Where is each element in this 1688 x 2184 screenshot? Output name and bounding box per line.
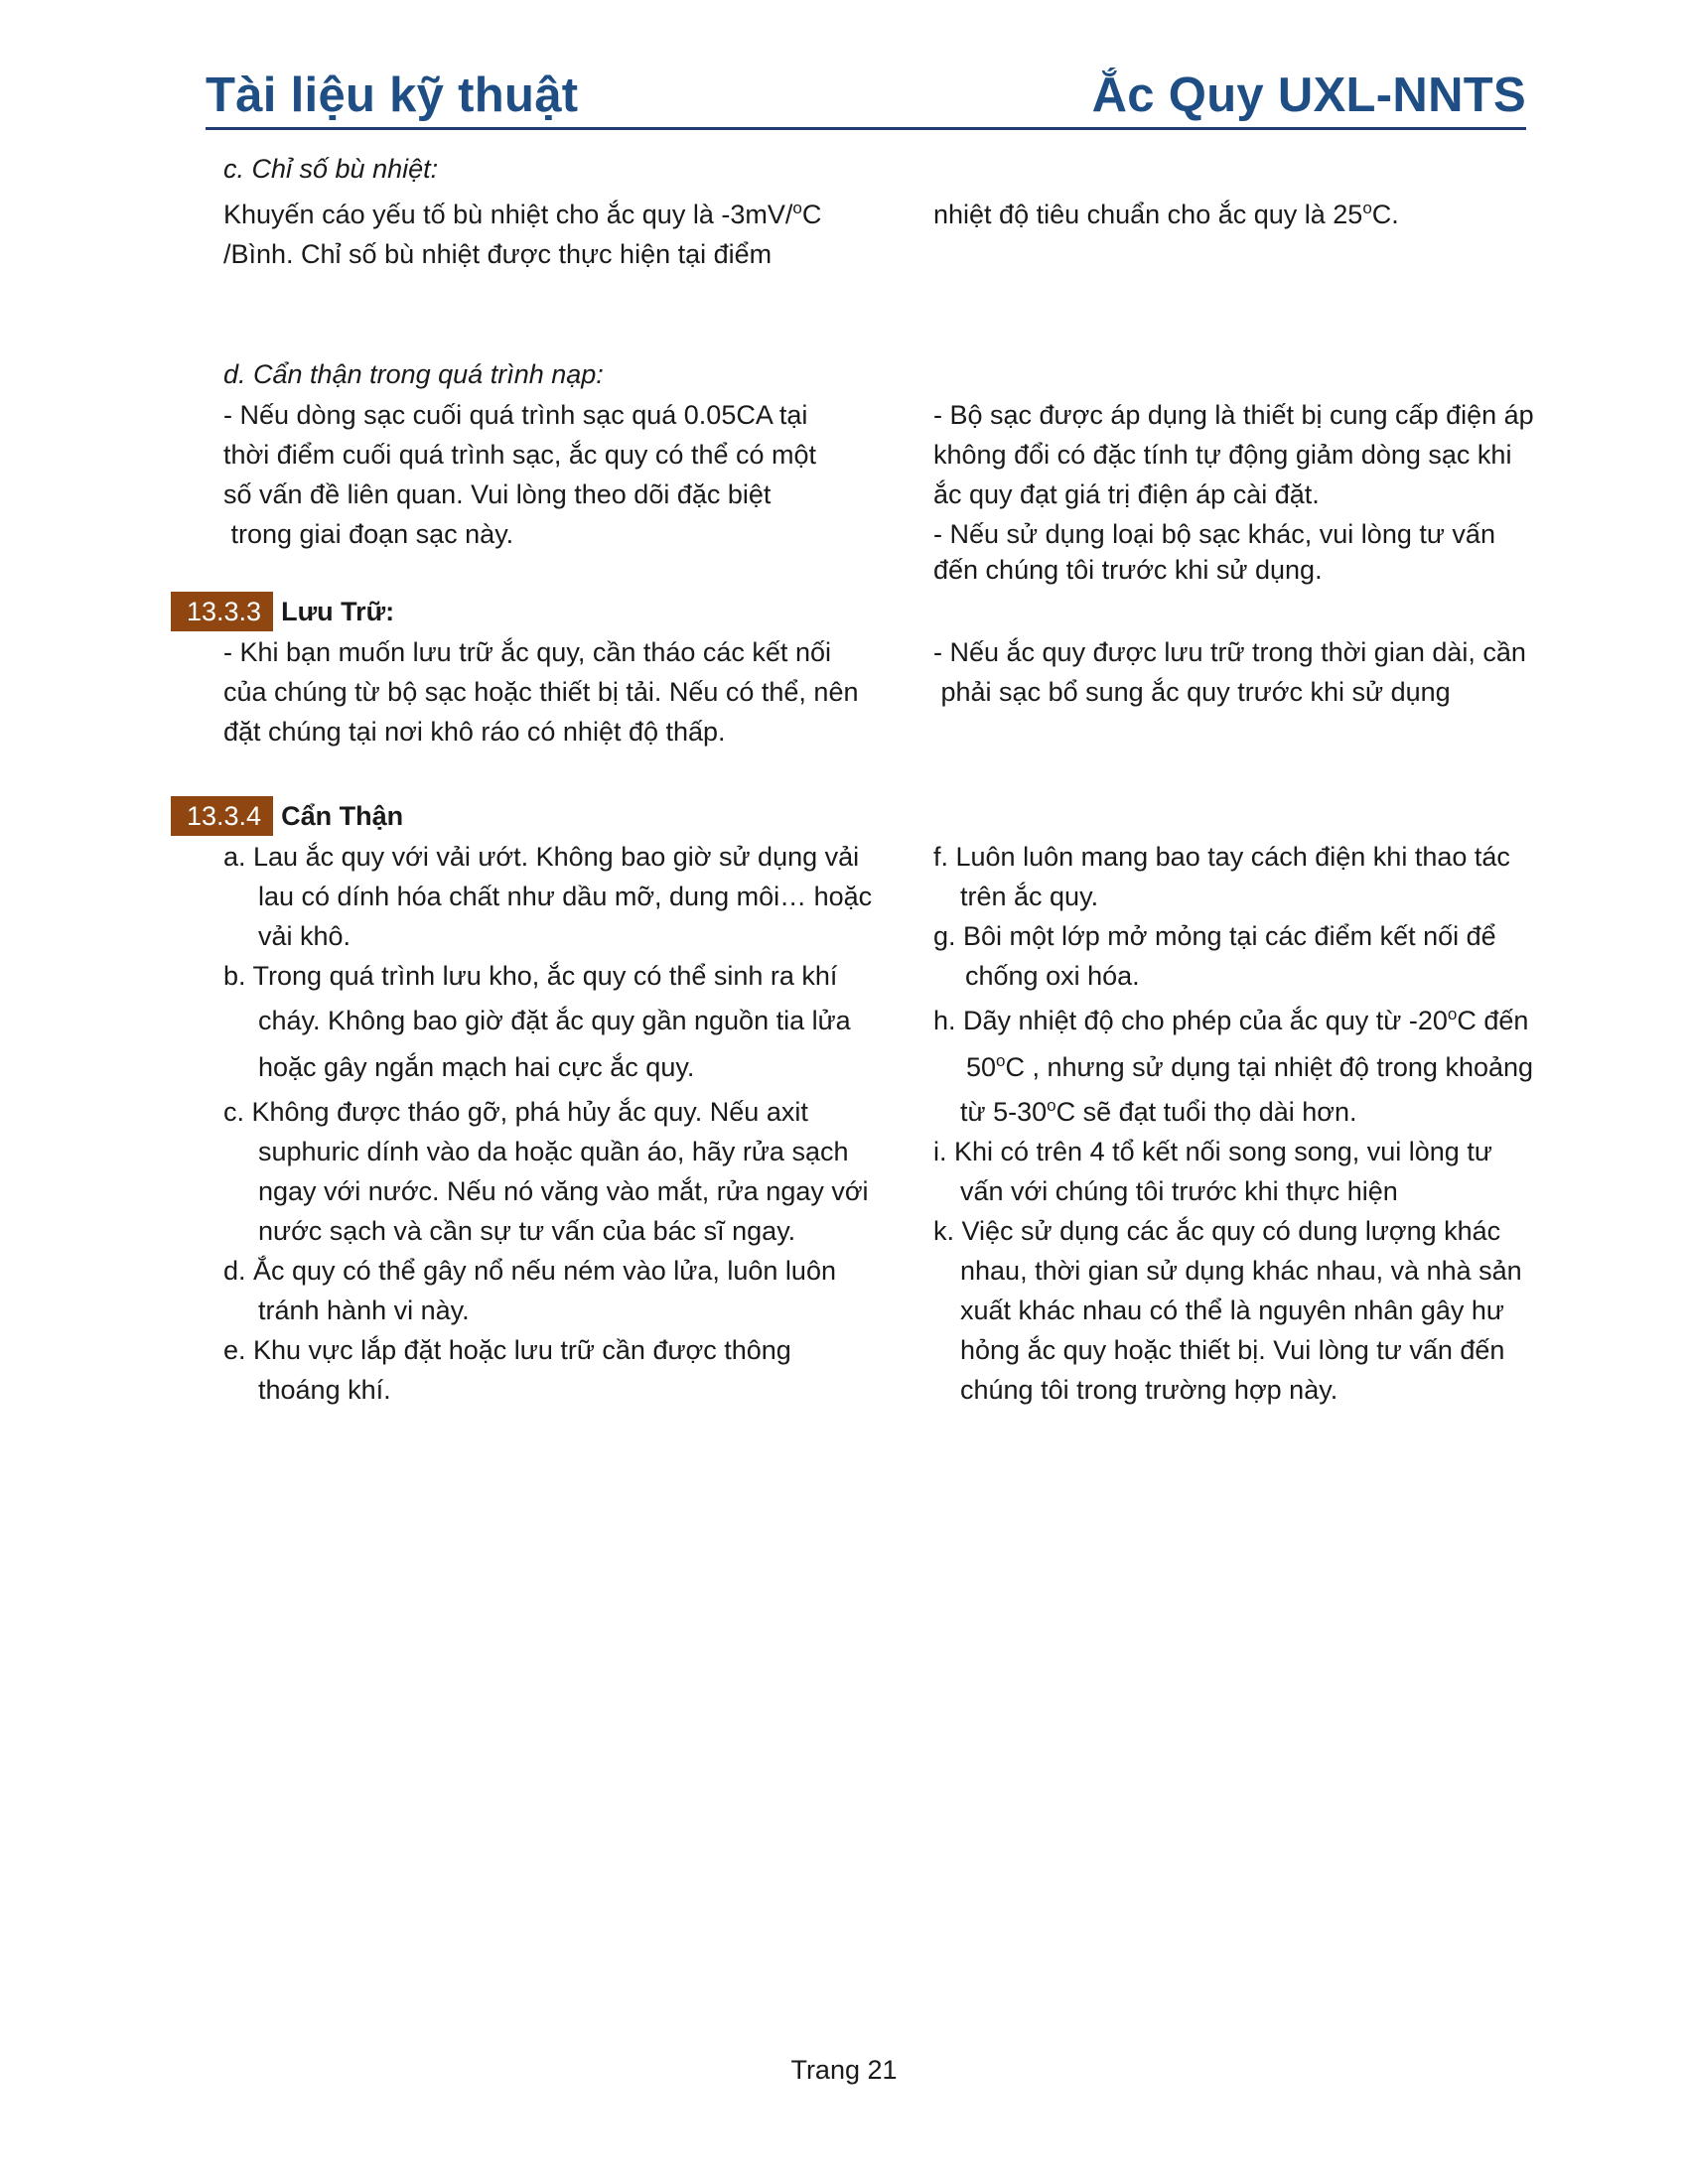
caution-item: g. Bôi một lớp mở mỏng tại các điểm kết nối để xyxy=(933,921,1496,951)
header-title-right: Ắc Quy UXL-NNTS xyxy=(1091,68,1526,122)
section-13-3-3-left-line: của chúng từ bộ sạc hoặc thiết bị tải. Nếu có thể, nên xyxy=(223,677,859,707)
caution-item-cont: trên ắc quy. xyxy=(960,882,1099,911)
caution-item-cont: hỏng ắc quy hoặc thiết bị. Vui lòng tư vấn đến xyxy=(960,1335,1505,1365)
section-c-line-1: Khuyến cáo yếu tố bù nhiệt cho ắc quy là -3mV/$^o$C xyxy=(223,199,822,229)
caution-item: i. Khi có trên 4 tổ kết nối song song, vui lòng tư xyxy=(933,1137,1492,1166)
section-13-3-3-left-line: đặt chúng tại nơi khô ráo có nhiệt độ thấp. xyxy=(223,717,726,747)
section-d-left-line: số vấn đề liên quan. Vui lòng theo dõi đặc biệt xyxy=(223,479,772,509)
section-d-right-line: ắc quy đạt giá trị điện áp cài đặt. xyxy=(933,479,1320,509)
section-d-left-line: thời điểm cuối quá trình sạc, ắc quy có thể có một xyxy=(223,440,817,470)
caution-item-cont: vấn với chúng tôi trước khi thực hiện xyxy=(960,1176,1398,1206)
caution-item: k. Việc sử dụng các ắc quy có dung lượng khác xyxy=(933,1216,1501,1246)
section-d-left-line: - Nếu dòng sạc cuối quá trình sạc quá 0.05CA tại xyxy=(223,400,808,430)
section-number-badge: 13.3.3 xyxy=(171,592,273,631)
caution-item-cont: ngay với nước. Nếu nó văng vào mắt, rửa ngay với xyxy=(258,1176,869,1206)
caution-item-cont: vải khô. xyxy=(258,921,352,951)
section-c-right-line-1: nhiệt độ tiêu chuẩn cho ắc quy là 25$^o$C. xyxy=(933,199,1399,229)
caution-item-cont: nhau, thời gian sử dụng khác nhau, và nhà sản xyxy=(960,1256,1522,1286)
page-number: Trang 21 xyxy=(790,2055,898,2085)
caution-item-cont: 50$^o$C , nhưng sử dụng tại nhiệt độ trong khoảng xyxy=(966,1051,1534,1082)
section-13-3-3-heading: 13.3.3 Lưu Trữ: xyxy=(171,592,394,631)
section-d-right-line: - Nếu sử dụng loại bộ sạc khác, vui lòng tư vấn xyxy=(933,519,1495,549)
caution-item-cont: hoặc gây ngắn mạch hai cực ắc quy. xyxy=(258,1052,695,1082)
section-number-badge: 13.3.4 xyxy=(171,796,273,836)
section-13-3-3-right-line: phải sạc bổ sung ắc quy trước khi sử dụng xyxy=(933,677,1451,707)
caution-item-cont: từ 5-30$^o$C sẽ đạt tuổi thọ dài hơn. xyxy=(960,1096,1357,1127)
caution-item: c. Không được tháo gỡ, phá hủy ắc quy. Nếu axit xyxy=(223,1097,808,1127)
section-d-right-line: - Bộ sạc được áp dụng là thiết bị cung cấp điện áp xyxy=(933,400,1534,430)
header-title-left: Tài liệu kỹ thuật xyxy=(206,68,579,122)
caution-item-cont: tránh hành vi này. xyxy=(258,1296,470,1325)
section-d-left-line: trong giai đoạn sạc này. xyxy=(223,519,514,549)
caution-item-cont: lau có dính hóa chất như dầu mỡ, dung môi… hoặc xyxy=(258,882,873,911)
caution-item-cont: xuất khác nhau có thể là nguyên nhân gây hư xyxy=(960,1296,1504,1325)
section-13-3-3-right-line: - Nếu ắc quy được lưu trữ trong thời gian dài, cần xyxy=(933,637,1526,667)
section-13-3-3-left-line: - Khi bạn muốn lưu trữ ắc quy, cần tháo các kết nối xyxy=(223,637,831,667)
caution-item-cont: cháy. Không bao giờ đặt ắc quy gần nguồn tia lửa xyxy=(258,1006,851,1035)
caution-item: a. Lau ắc quy với vải ướt. Không bao giờ sử dụng vải xyxy=(223,842,860,872)
caution-item-cont: suphuric dính vào da hoặc quần áo, hãy rửa sạch xyxy=(258,1137,849,1166)
caution-item: e. Khu vực lắp đặt hoặc lưu trữ cần được thông xyxy=(223,1335,791,1365)
section-13-3-4-heading: 13.3.4 Cẩn Thận xyxy=(171,796,403,836)
page-header xyxy=(206,62,1526,130)
caution-item: d. Ắc quy có thể gây nổ nếu ném vào lửa, luôn luôn xyxy=(223,1256,836,1286)
caution-item-cont: nước sạch và cần sự tư vấn của bác sĩ ngay. xyxy=(258,1216,796,1246)
caution-item-cont: chống oxi hóa. xyxy=(965,961,1140,991)
caution-item: b. Trong quá trình lưu kho, ắc quy có thể sinh ra khí xyxy=(223,961,838,991)
caution-item-cont: thoáng khí. xyxy=(258,1375,391,1405)
section-d-right-line: đến chúng tôi trước khi sử dụng. xyxy=(933,555,1323,585)
section-c-line-2: /Bình. Chỉ số bù nhiệt được thực hiện tại điểm xyxy=(223,239,773,269)
section-c-title: c. Chỉ số bù nhiệt: xyxy=(223,154,439,184)
section-d-right-line: không đổi có đặc tính tự động giảm dòng sạc khi xyxy=(933,440,1512,470)
caution-item: f. Luôn luôn mang bao tay cách điện khi thao tác xyxy=(933,842,1510,872)
section-d-title: d. Cẩn thận trong quá trình nạp: xyxy=(223,359,604,389)
caution-item-cont: chúng tôi trong trường hợp này. xyxy=(960,1375,1338,1405)
caution-item: h. Dãy nhiệt độ cho phép của ắc quy từ -20$^o$C đến xyxy=(933,1005,1529,1035)
